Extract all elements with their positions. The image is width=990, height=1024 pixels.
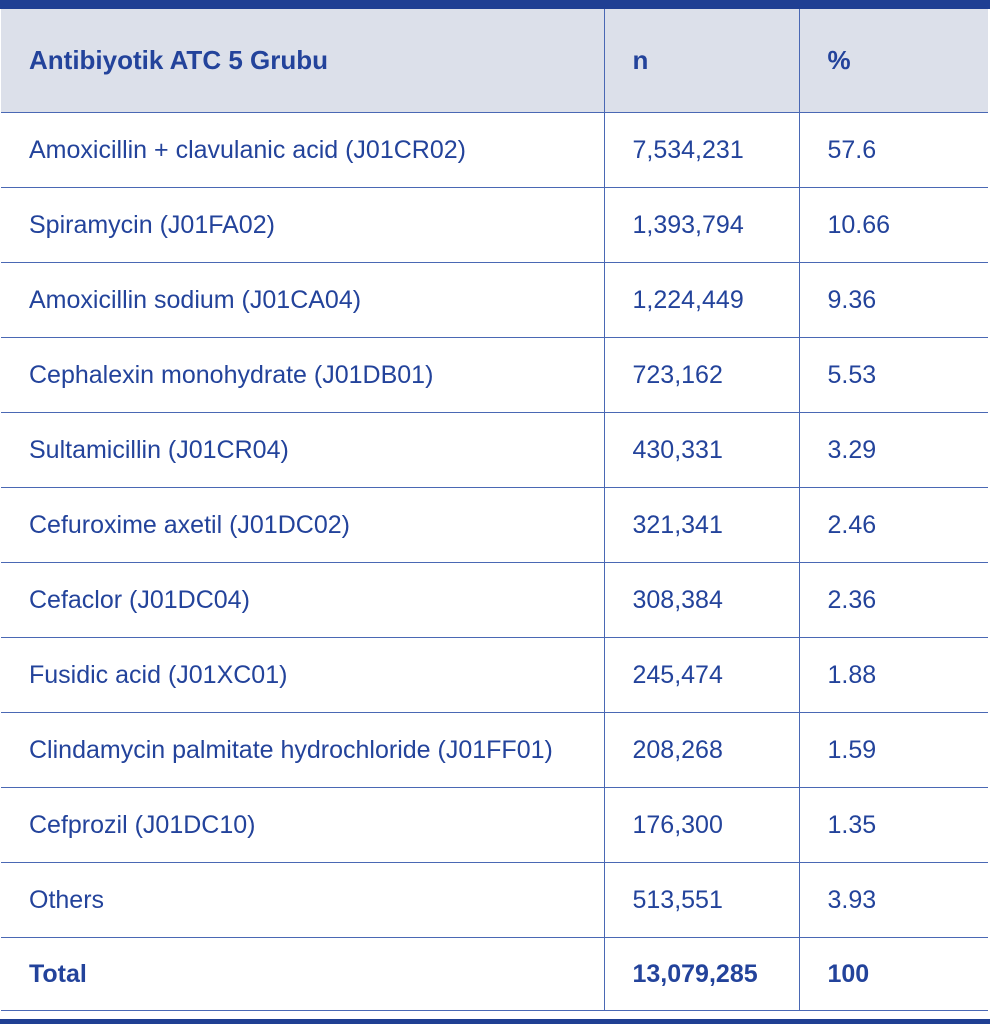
total-n: 13,079,285	[604, 938, 799, 1011]
bottom-rule	[0, 1019, 990, 1024]
table-row	[1, 338, 988, 413]
table-row	[1, 863, 988, 938]
cell-n: 513,551	[604, 863, 799, 938]
cell-percent: 57.6	[799, 113, 988, 188]
table-row	[1, 188, 988, 263]
cell-drug: Amoxicillin + clavulanic acid (J01CR02)	[1, 113, 604, 188]
cell-n: 308,384	[604, 563, 799, 638]
header-n: n	[604, 9, 799, 113]
cell-percent: 1.88	[799, 638, 988, 713]
header-percent: %	[799, 9, 988, 113]
cell-drug: Others	[1, 863, 604, 938]
cell-percent: 2.46	[799, 488, 988, 563]
table-row	[1, 113, 988, 188]
table-row	[1, 263, 988, 338]
table-row	[1, 638, 988, 713]
table-row	[1, 788, 988, 863]
header-row	[1, 9, 988, 113]
antibiotic-table	[1, 9, 988, 1011]
cell-drug: Cefuroxime axetil (J01DC02)	[1, 488, 604, 563]
total-percent: 100	[799, 938, 988, 1011]
cell-drug: Fusidic acid (J01XC01)	[1, 638, 604, 713]
cell-drug: Cefaclor (J01DC04)	[1, 563, 604, 638]
cell-drug: Cefprozil (J01DC10)	[1, 788, 604, 863]
cell-percent: 1.35	[799, 788, 988, 863]
header-drug-group: Antibiyotik ATC 5 Grubu	[1, 9, 604, 113]
cell-drug: Amoxicillin sodium (J01CA04)	[1, 263, 604, 338]
cell-n: 430,331	[604, 413, 799, 488]
table-row	[1, 713, 988, 788]
cell-percent: 10.66	[799, 188, 988, 263]
cell-n: 176,300	[604, 788, 799, 863]
table-row	[1, 488, 988, 563]
cell-percent: 5.53	[799, 338, 988, 413]
cell-n: 1,224,449	[604, 263, 799, 338]
table-row	[1, 563, 988, 638]
cell-n: 208,268	[604, 713, 799, 788]
cell-drug: Sultamicillin (J01CR04)	[1, 413, 604, 488]
cell-n: 1,393,794	[604, 188, 799, 263]
top-rule	[0, 0, 990, 9]
cell-n: 723,162	[604, 338, 799, 413]
cell-percent: 1.59	[799, 713, 988, 788]
cell-percent: 3.93	[799, 863, 988, 938]
cell-percent: 9.36	[799, 263, 988, 338]
table-row	[1, 413, 988, 488]
total-label: Total	[1, 938, 604, 1011]
cell-percent: 3.29	[799, 413, 988, 488]
cell-percent: 2.36	[799, 563, 988, 638]
cell-n: 321,341	[604, 488, 799, 563]
cell-n: 7,534,231	[604, 113, 799, 188]
cell-drug: Cephalexin monohydrate (J01DB01)	[1, 338, 604, 413]
cell-drug: Clindamycin palmitate hydrochloride (J01FF01)	[1, 713, 604, 788]
cell-drug: Spiramycin (J01FA02)	[1, 188, 604, 263]
cell-n: 245,474	[604, 638, 799, 713]
total-row	[1, 938, 988, 1011]
